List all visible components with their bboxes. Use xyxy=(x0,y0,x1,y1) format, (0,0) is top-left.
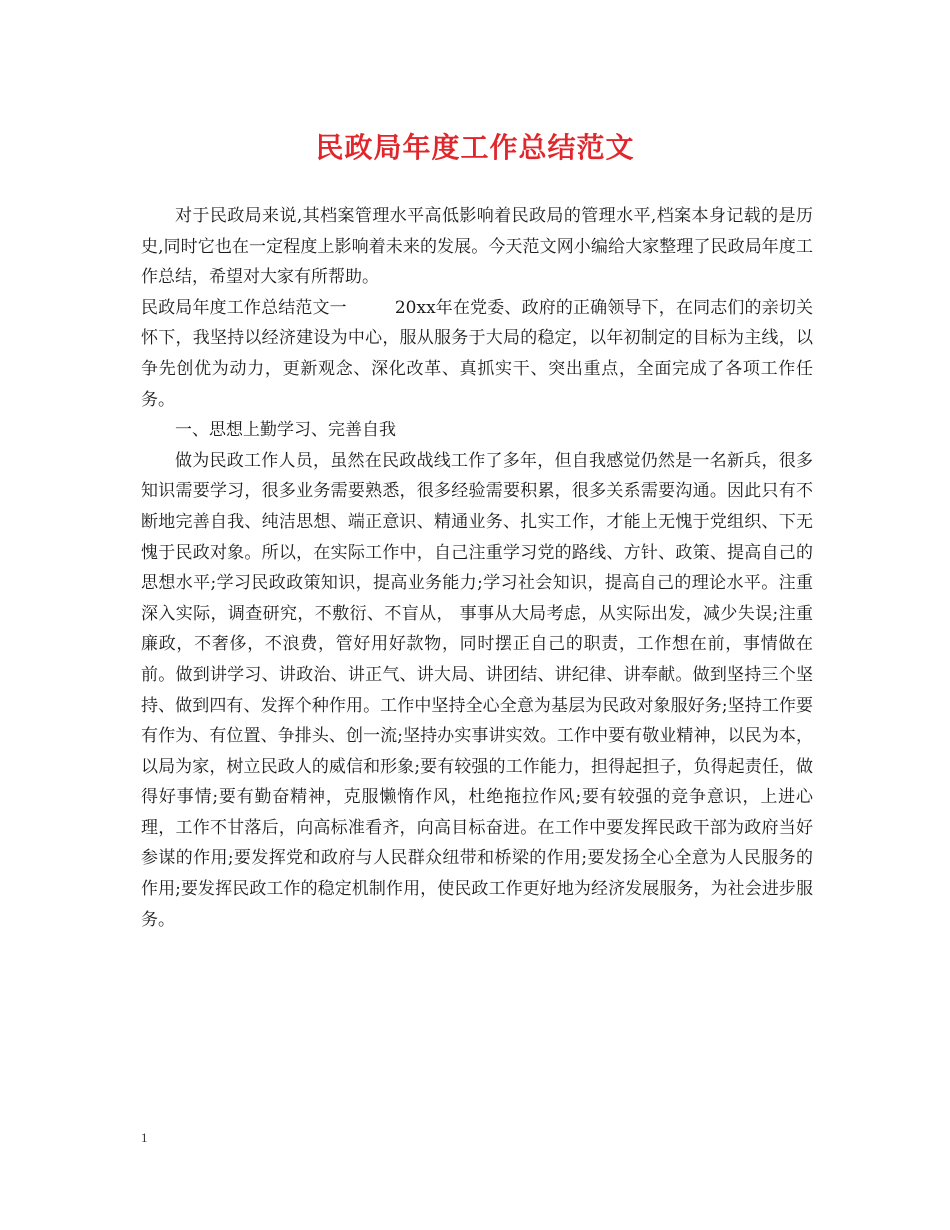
section-heading: 一、思想上勤学习、完善自我 xyxy=(175,420,396,441)
page-number: 1 xyxy=(141,1130,148,1145)
document-title: 民政局年度工作总结范文 xyxy=(315,131,635,164)
section-label: 民政局年度工作总结范文一 xyxy=(141,297,347,318)
document-body xyxy=(141,201,813,935)
body-paragraph: 做为民政工作人员，虽然在民政战线工作了多年，但自我感觉仍然是一名新兵，很多知识需要学习，很多业务需要熟悉，很多经验需要积累，很多关系需要沟通。因此只有不断地完善自我、纯洁思想、端正意识、精通业务、扎实工作，才能上无愧于党组织、下无愧于民政对象。所以，在实际工作中，自己注重学习党的路线、方针、政策、提高自己的思想水平;学习民政政策知识，提高业务能力;学习社会知识，提高自己的理论水平。注重深入实际，调查研究，不敷衍、不盲从， 事事从大局考虑，从实际出发，减少失误;注重廉政，不奢侈，不浪费，管好用好款物，同时摆正自己的职责，工作想在前，事情做在前。做到讲学习、讲政治、讲正气、讲大局、讲团结、讲纪律、讲奉献。做到坚持三个坚持、做到四有、发挥个种作用。工作中坚持全心全意为基层为民政对象服好务;坚持工作要有作为、有位置、争排头、创一流;坚持办实事讲实效。工作中要有敬业精神，以民为本，以局为家，树立民政人的威信和形象;要有较强的工作能力，担得起担子，负得起责任，做得好事情;要有勤奋精神，克服懒惰作风，杜绝拖拉作风;要有较强的竞争意识，上进心理，工作不甘落后，向高标准看齐，向高目标奋进。在工作中要发挥民政干部为政府当好参谋的作用;要发挥党和政府与人民群众纽带和桥梁的作用;要发扬全心全意为人民服务的作用;要发挥民政工作的稳定机制作用，使民政工作更好地为经济发展服务，为社会进步服务。 xyxy=(141,450,813,930)
section-intro: 20xx年在党委、政府的正确领导下，在同志们的亲切关怀下，我坚持以经济建设为中心，服从服务于大局的稳定，以年初制定的目标为主线，以争先创优为动力，更新观念、深化改革、真抓实干、突出重点，全面完成了各项工作任务。 xyxy=(141,297,814,410)
intro-paragraph: 对于民政局来说,其档案管理水平高低影响着民政局的管理水平,档案本身记载的是历史,同时它也在一定程度上影响着未来的发展。今天范文网小编给大家整理了民政局年度工作总结，希望对大家有所帮助。 xyxy=(141,206,813,288)
section-paragraph xyxy=(141,293,813,415)
